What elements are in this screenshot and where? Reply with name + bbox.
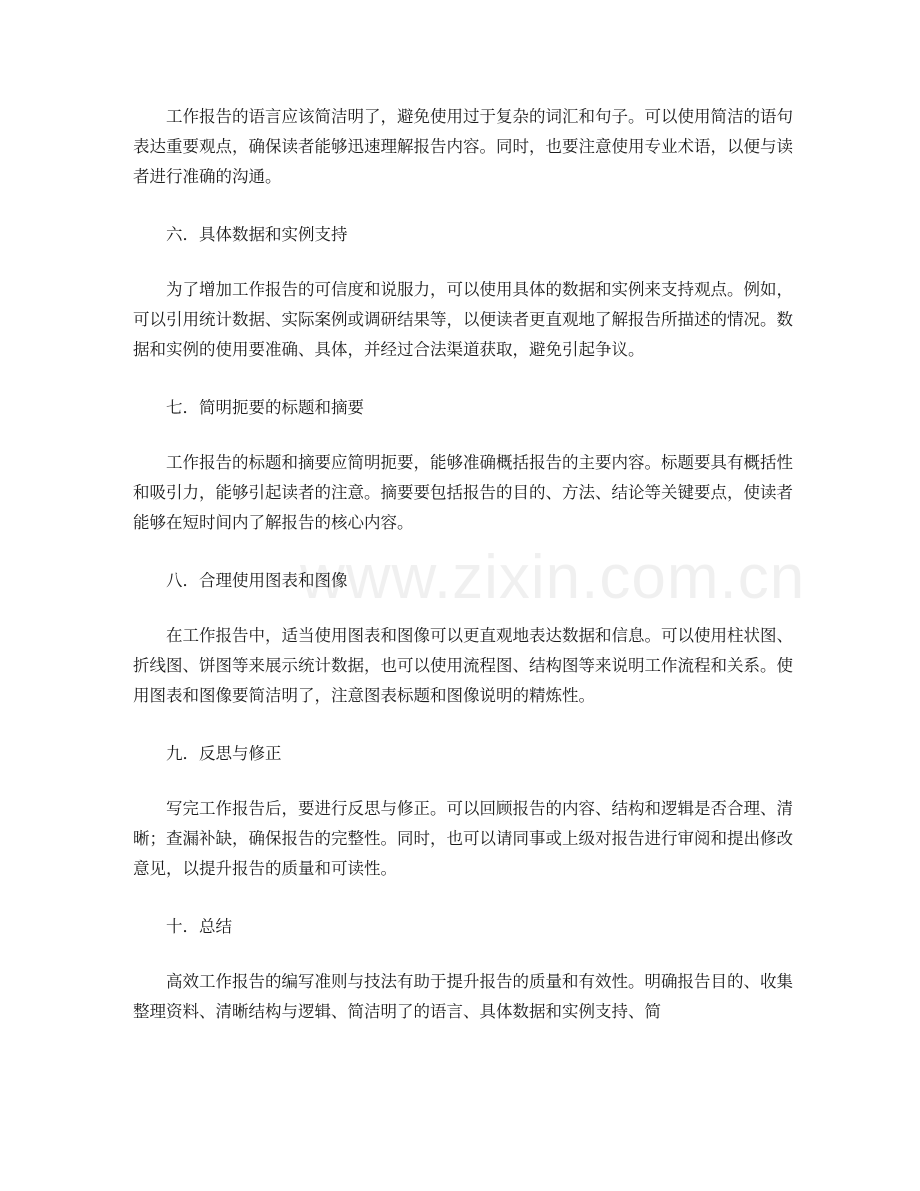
paragraph-conclusion: 高效工作报告的编写准则与技法有助于提升报告的质量和有效性。明确报告目的、收集整理资料、清晰结构与逻辑、简洁明了的语言、具体数据和实例支持、简 <box>133 972 793 1021</box>
paragraph-reflection: 写完工作报告后，要进行反思与修正。可以回顾报告的内容、结构和逻辑是否合理、清晰；查漏补缺，确保报告的完整性。同时，也可以请同事或上级对报告进行审阅和提出修改意见，以提升报告的质量和可读性。 <box>133 799 793 878</box>
paragraph-title-summary: 工作报告的标题和摘要应简明扼要，能够准确概括报告的主要内容。标题要具有概括性和吸引力，能够引起读者的注意。摘要要包括报告的目的、方法、结论等关键要点，使读者能够在短时间内了解报告的核心内容。 <box>133 453 793 532</box>
paragraph-data-examples: 为了增加工作报告的可信度和说服力，可以使用具体的数据和实例来支持观点。例如，可以引用统计数据、实际案例或调研结果等，以便读者更直观地了解报告所描述的情况。数据和实例的使用要准确、具体，并经过合法渠道获取，避免引起争议。 <box>133 280 793 359</box>
section-heading-6: 六．具体数据和实例支持 <box>166 225 348 244</box>
document-body <box>133 102 793 1027</box>
paragraph-charts-images: 在工作报告中，适当使用图表和图像可以更直观地表达数据和信息。可以使用柱状图、折线图、饼图等来展示统计数据，也可以使用流程图、结构图等来说明工作流程和关系。使用图表和图像要简洁明了，注意图表标题和图像说明的精炼性。 <box>133 626 793 705</box>
paragraph-language: 工作报告的语言应该简洁明了，避免使用过于复杂的词汇和句子。可以使用简洁的语句表达重要观点，确保读者能够迅速理解报告内容。同时，也要注意使用专业术语，以便与读者进行准确的沟通。 <box>133 107 793 186</box>
watermark: www.zixin.com.cn <box>300 543 806 612</box>
section-heading-10: 十．总结 <box>166 917 232 936</box>
section-heading-8: 八．合理使用图表和图像 <box>166 571 348 590</box>
section-heading-9: 九．反思与修正 <box>166 744 282 763</box>
section-heading-7: 七．简明扼要的标题和摘要 <box>166 398 364 417</box>
